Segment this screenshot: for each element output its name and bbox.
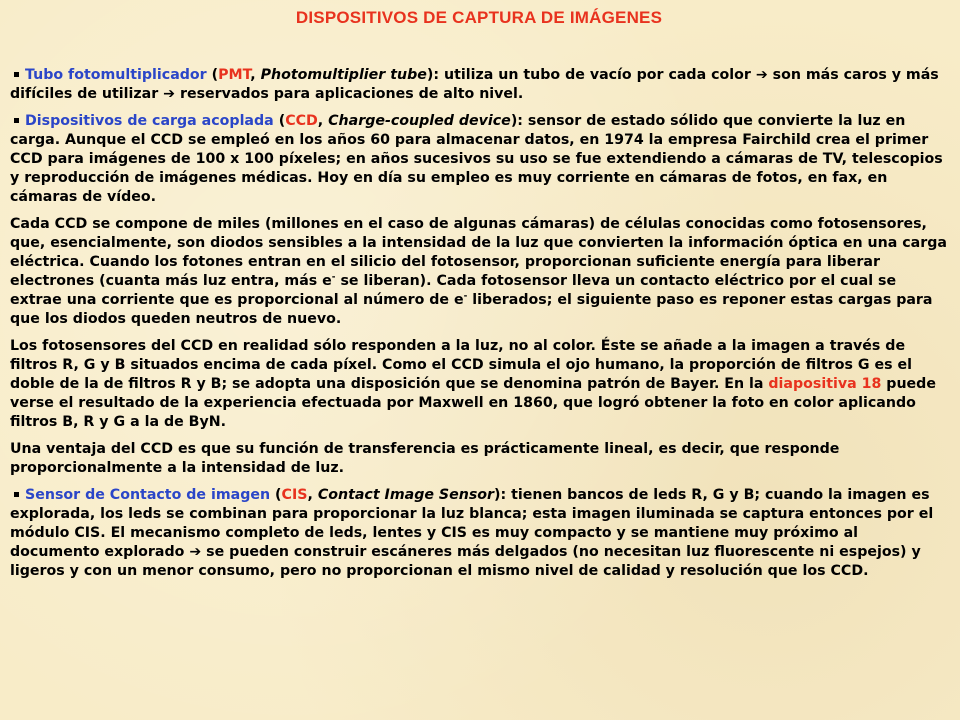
square-bullet-icon <box>14 118 19 123</box>
abbr-cis: CIS <box>281 487 308 503</box>
text: se pueden construir escáneres más delgados (no necesitan luz fluorescente ni espejos) y ligeros y con un menor consumo, pero no proporcionan el mismo nivel de calidad y resolución que los CCD. <box>10 544 921 579</box>
paragraph-ccd-cells <box>10 215 948 329</box>
paragraph-ccd-advantage <box>10 440 948 478</box>
text: ( <box>273 113 286 129</box>
link-diapositiva-18[interactable]: diapositiva 18 <box>768 376 882 392</box>
text: liberados; el siguiente paso es reponer estas cargas para que los diodos queden neutros de nuevo. <box>10 292 933 327</box>
text: Cada CCD se compone de miles (millones en el caso de algunas cámaras) de células conocidas como fotosensores, que, esencialmente, son diodos sensibles a la intensidad de la luz que convierten la información óptica en una carga eléctrica. Cuando los fotones entran en el silicio del fotosensor, proporcionan suficiente energía para liberar electrones (cuanta más luz entra, más e <box>10 216 947 289</box>
superscript: - <box>463 291 468 302</box>
arrow-right-icon: ➔ <box>163 86 176 102</box>
term-cis: Sensor de Contacto de imagen <box>25 487 271 503</box>
arrow-right-icon: ➔ <box>189 544 202 560</box>
text: , <box>317 113 329 129</box>
paragraph-cis <box>10 486 948 581</box>
english-term-pmt: Photomultiplier tube <box>260 67 427 83</box>
square-bullet-icon <box>14 72 19 77</box>
text: ( <box>206 67 219 83</box>
paragraph-bayer <box>10 337 948 432</box>
text: puede verse el resultado de la experiencia efectuada por Maxwell en 1860, que logró obtener la foto en color aplicando filtros B, R y G a la de ByN. <box>10 376 936 430</box>
text: ): utiliza un tubo de vacío por cada color <box>426 67 756 83</box>
paragraph-ccd <box>10 112 948 207</box>
text: , <box>307 487 318 503</box>
text: Los fotosensores del CCD en realidad sólo responden a la luz, no al color. Éste se añade a la imagen a través de filtros R, G y B situados encima de cada píxel. Como el CCD simula el ojo humano, la proporción de filtros G es el doble de la de filtros R y B; se adopta una disposición que se denomina patrón de Bayer. En la <box>10 338 912 392</box>
term-pmt: Tubo fotomultiplicador <box>25 67 207 83</box>
text: , <box>250 67 261 83</box>
term-ccd: Dispositivos de carga acoplada <box>25 113 274 129</box>
text: Una ventaja del CCD es que su función de transferencia es prácticamente lineal, es decir, que responde proporcionalmente a la intensidad de luz. <box>10 441 840 476</box>
abbr-pmt: PMT <box>218 67 251 83</box>
english-term-ccd: Charge-coupled device <box>328 113 511 129</box>
square-bullet-icon <box>14 492 19 497</box>
text: son más caros y más difíciles de utilizar <box>10 67 939 102</box>
text: ): sensor de estado sólido que convierte la luz en carga. Aunque el CCD se empleó en los años 60 para almacenar datos, en 1974 la empresa Fairchild crea el primer CCD para imágenes de 100 x 100 píxeles; en años sucesivos su uso se fue extendiendo a cámaras de TV, telescopios y reproducción de imágenes médicas. Hoy en día su empleo es muy corriente en cámaras de fotos, en fax, en cámaras de vídeo. <box>10 113 943 205</box>
slide-title: DISPOSITIVOS DE CAPTURA DE IMÁGENES <box>295 8 663 27</box>
arrow-right-icon: ➔ <box>755 67 768 83</box>
text: reservados para aplicaciones de alto nivel. <box>175 86 524 102</box>
paragraph-pmt <box>10 66 948 104</box>
text: ): tienen bancos de leds R, G y B; cuando la imagen es explorada, los leds se combinan para proporcionar la luz blanca; esta imagen iluminada se captura entonces por el módulo CIS. El mecanismo completo de leds, lentes y CIS es muy compacto y se mantiene muy próximo al documento explorado <box>10 487 934 560</box>
superscript: - <box>331 272 336 283</box>
text: ( <box>270 487 282 503</box>
text: se liberan). Cada fotosensor lleva un contacto eléctrico por el cual se extrae una corriente que es proporcional al número de e <box>10 273 897 308</box>
abbr-ccd: CCD <box>285 113 318 129</box>
english-term-cis: Contact Image Sensor <box>317 487 495 503</box>
